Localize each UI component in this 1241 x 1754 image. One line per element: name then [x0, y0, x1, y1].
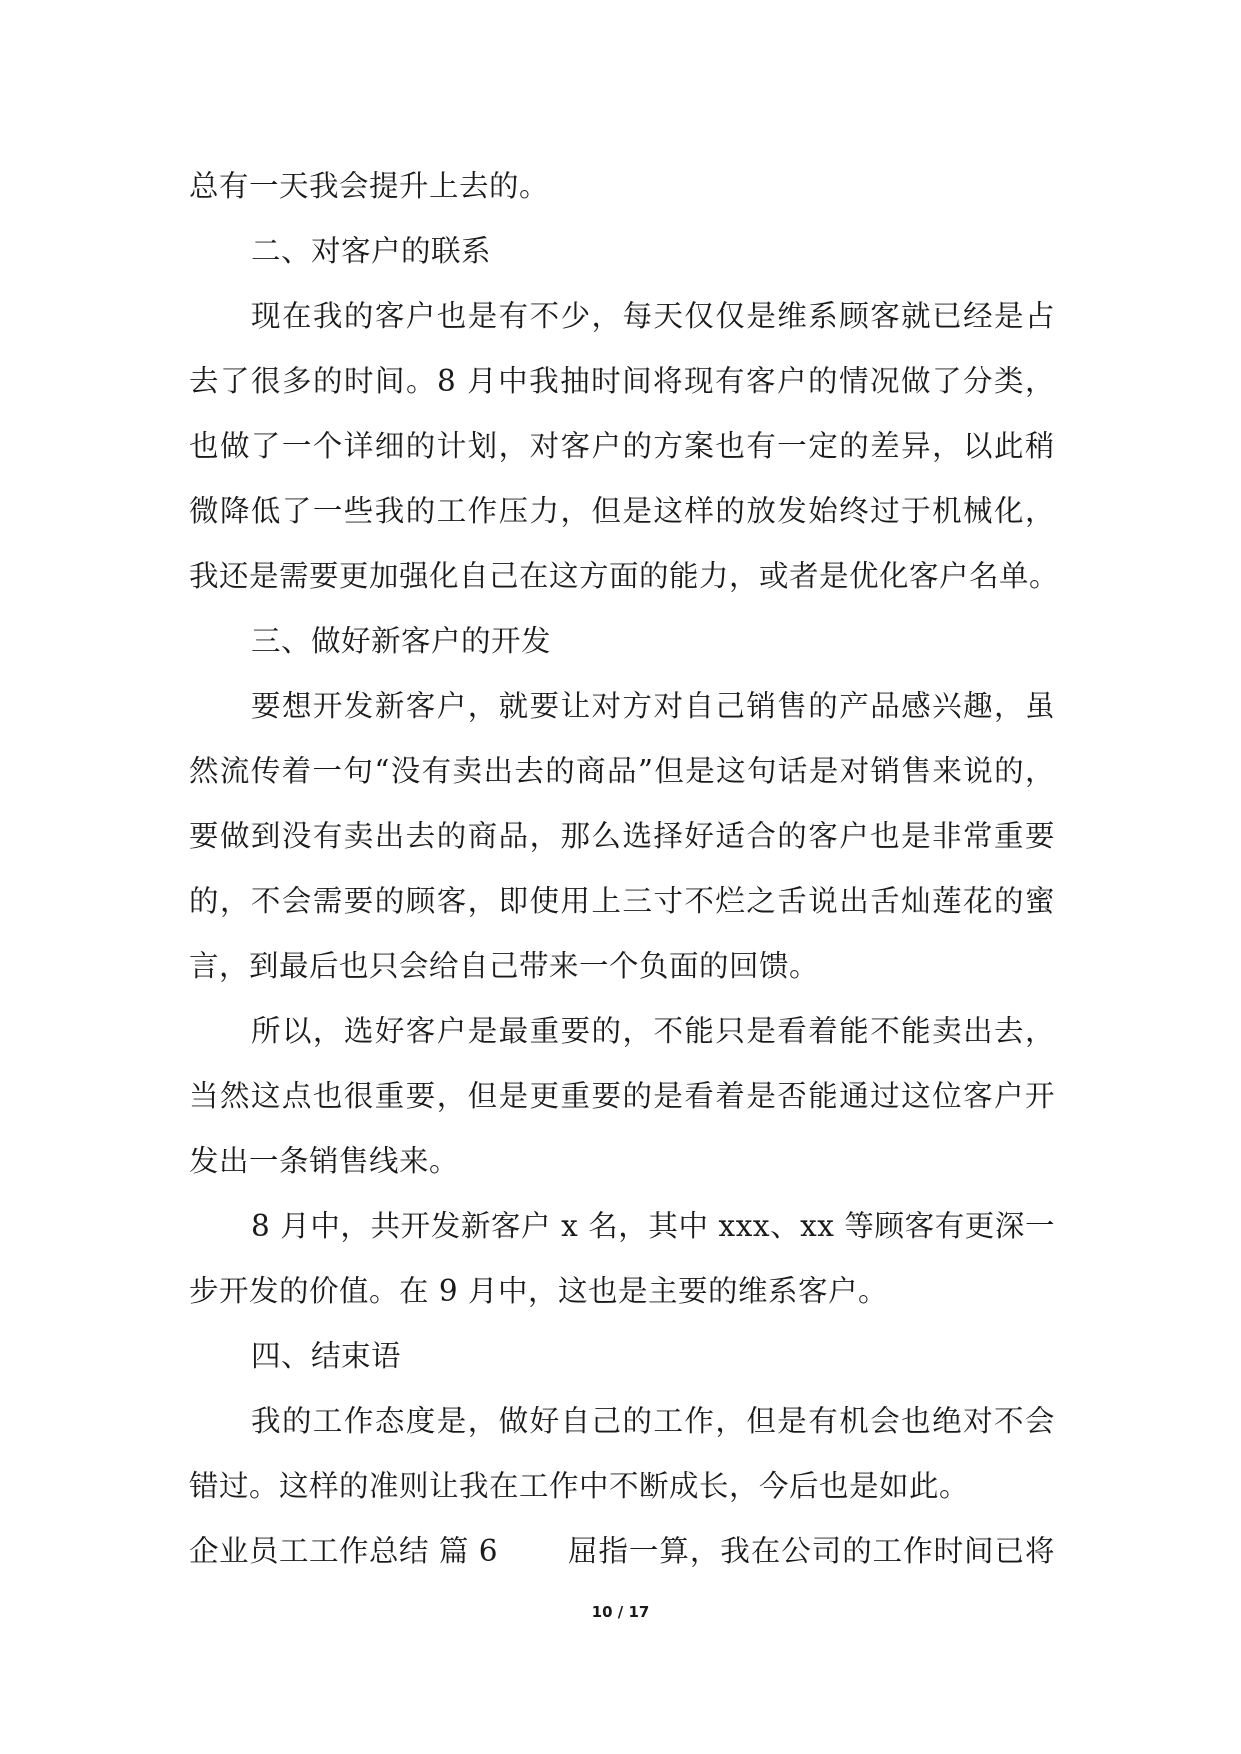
text-line: 错过。这样的准则让我在工作中不断成长，今后也是如此。 [189, 1469, 970, 1503]
text-line: 我还是需要更加强化自己在这方面的能力，或者是优化客户名单。 [189, 559, 1060, 593]
section-heading: 三、做好新客户的开发 [251, 624, 552, 658]
section-heading: 四、结束语 [251, 1339, 402, 1373]
text-line: 要想开发新客户，就要让对方对自己销售的产品感兴趣，虽 [251, 689, 1055, 723]
document-body [189, 154, 1060, 1584]
article-title: 企业员工工作总结 篇 6 [189, 1534, 499, 1568]
text-line: 去了很多的时间。8 月中我抽时间将现有客户的情况做了分类， [189, 364, 1055, 398]
text-line: 屈指一算，我在公司的工作时间已将 [568, 1534, 1055, 1568]
text-line: 现在我的客户也是有不少，每天仅仅是维系顾客就已经是占 [251, 299, 1055, 333]
text-line: 的，不会需要的顾客，即使用上三寸不烂之舌说出舌灿莲花的蜜 [189, 884, 1055, 918]
text-line: 发出一条销售线来。 [189, 1144, 460, 1178]
text-line: 总有一天我会提升上去的。 [189, 169, 550, 203]
text-line: 言，到最后也只会给自己带来一个负面的回馈。 [189, 949, 820, 983]
text-line: 微降低了一些我的工作压力，但是这样的放发始终过于机械化， [189, 494, 1055, 528]
next-section-line [189, 1519, 1055, 1584]
section-heading: 二、对客户的联系 [251, 234, 492, 268]
text-line: 所以，选好客户是最重要的，不能只是看着能不能卖出去， [251, 1014, 1055, 1048]
text-line: 8 月中，共开发新客户 x 名，其中 xxx、xx 等顾客有更深一 [251, 1209, 1055, 1243]
text-line: 我的工作态度是，做好自己的工作，但是有机会也绝对不会 [251, 1404, 1055, 1438]
text-line: 步开发的价值。在 9 月中，这也是主要的维系客户。 [189, 1274, 889, 1308]
text-line: 当然这点也很重要，但是更重要的是看着是否能通过这位客户开 [189, 1079, 1055, 1113]
text-line: 要做到没有卖出去的商品，那么选择好适合的客户也是非常重要 [189, 819, 1055, 853]
page-number: 10 / 17 [591, 1603, 650, 1621]
text-line: 然流传着一句“没有卖出去的商品”但是这句话是对销售来说的， [189, 754, 1055, 788]
text-line: 也做了一个详细的计划，对客户的方案也有一定的差异，以此稍 [189, 429, 1055, 463]
